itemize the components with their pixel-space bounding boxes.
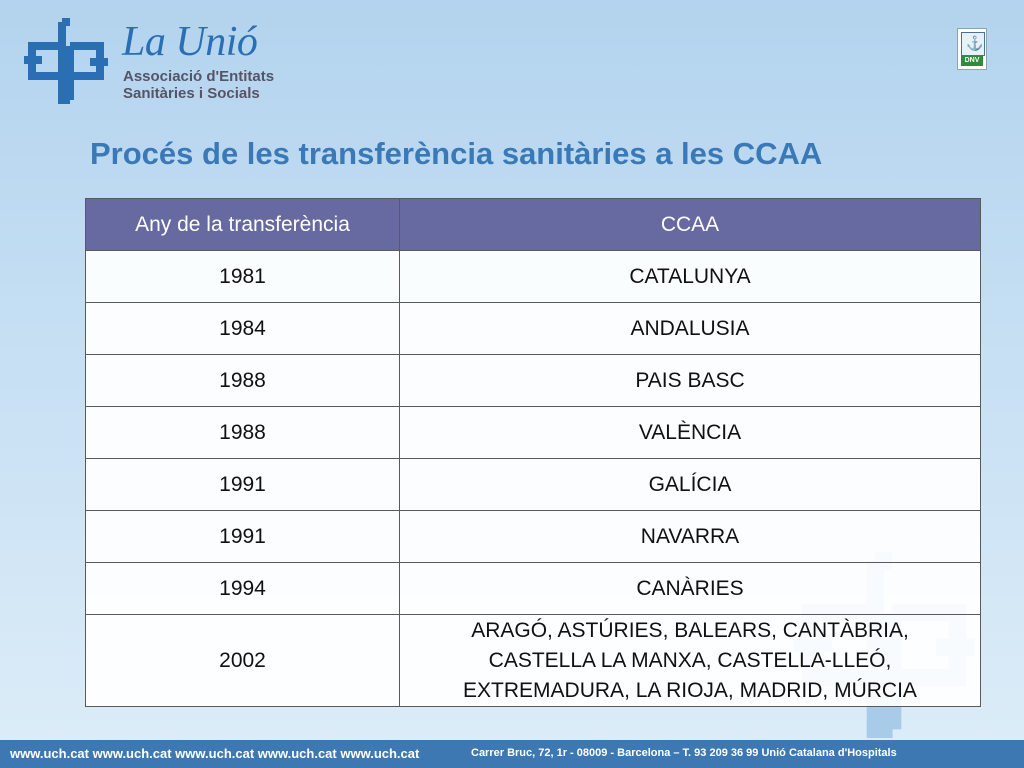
- ccaa-cell: ANDALUSIA: [400, 303, 981, 355]
- table-row: [86, 563, 981, 615]
- page-title: Procés de les transferència sanitàries a les CCAA: [90, 136, 823, 171]
- logo-subtitle-line-2: Sanitàries i Socials: [123, 85, 260, 102]
- year-cell: 1994: [86, 563, 400, 615]
- ccaa-cell: PAIS BASC: [400, 355, 981, 407]
- ccaa-cell: GALÍCIA: [400, 459, 981, 511]
- table-header-row: [86, 199, 981, 251]
- anchor-icon: ⚓: [966, 35, 984, 51]
- column-header-year: Any de la transferència: [86, 199, 400, 251]
- table-row: [86, 511, 981, 563]
- year-cell: 1991: [86, 511, 400, 563]
- table-row: [86, 459, 981, 511]
- badge-label: DNV: [961, 56, 983, 66]
- year-cell: 1988: [86, 407, 400, 459]
- table-row: [86, 407, 981, 459]
- year-cell: 1984: [86, 303, 400, 355]
- ccaa-cell: CANÀRIES: [400, 563, 981, 615]
- table-row: [86, 615, 981, 707]
- transfers-table: [85, 198, 981, 707]
- logo-title: La Unió: [122, 19, 258, 65]
- year-cell: 1981: [86, 251, 400, 303]
- table-row: [86, 355, 981, 407]
- uch-logo[interactable]: [18, 18, 298, 108]
- footer-bar: [0, 740, 1024, 768]
- logo-subtitle-line-1: Associació d'Entitats: [123, 68, 275, 85]
- column-header-ccaa: CCAA: [400, 199, 981, 251]
- table-row: [86, 303, 981, 355]
- year-cell: 2002: [86, 615, 400, 707]
- logo-subtitle: [123, 68, 274, 102]
- ccaa-line: EXTREMADURA, LA RIOJA, MADRID, MÚRCIA: [463, 678, 917, 702]
- table-row: [86, 251, 981, 303]
- year-cell: 1988: [86, 355, 400, 407]
- ccaa-cell: CATALUNYA: [400, 251, 981, 303]
- ccaa-cell: NAVARRA: [400, 511, 981, 563]
- footer-website-links[interactable]: www.uch.cat www.uch.cat www.uch.cat www.uch.cat www.uch.cat: [10, 746, 420, 761]
- ccaa-cell: VALÈNCIA: [400, 407, 981, 459]
- footer-address: Carrer Bruc, 72, 1r - 08009 - Barcelona – T. 93 209 36 99 Unió Catalana d'Hospitals: [471, 747, 897, 759]
- ccaa-line: ARAGÓ, ASTÚRIES, BALEARS, CANTÀBRIA,: [471, 618, 909, 642]
- ccaa-line: CASTELLA LA MANXA, CASTELLA-LLEÓ,: [488, 648, 892, 672]
- year-cell: 1991: [86, 459, 400, 511]
- dnv-certification-badge-icon: [957, 28, 987, 70]
- uch-knot-logo-icon: [18, 18, 114, 104]
- ccaa-cell-multiline: [400, 615, 981, 707]
